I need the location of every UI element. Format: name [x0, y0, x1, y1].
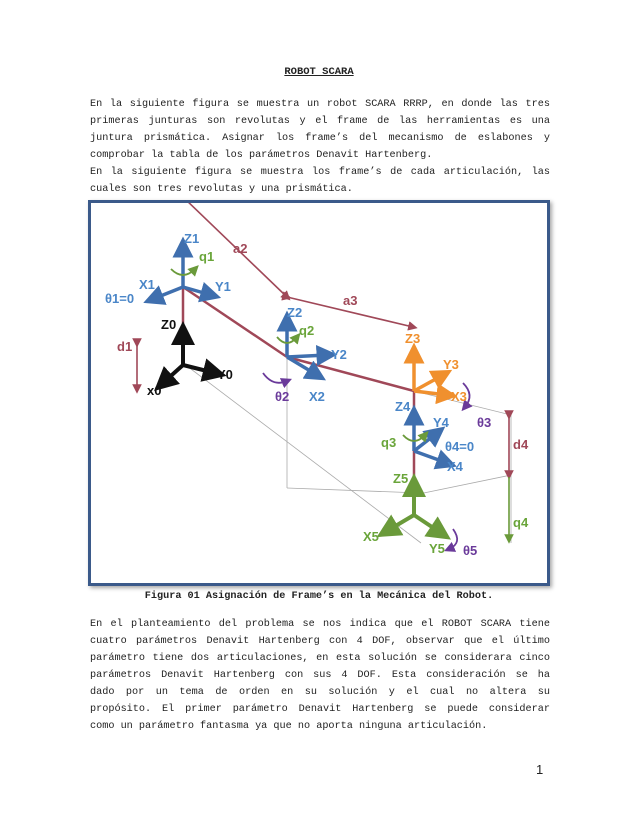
analysis-paragraph	[90, 616, 550, 735]
paragraph-line: juntura prismática. Asignar los frame’s del mecanismo de eslabones y	[90, 133, 550, 144]
label-x0: x0	[147, 383, 162, 398]
label-d1: d1	[117, 339, 133, 354]
paragraph-line: cuatro parámetros Denavit Hartenberg con 4 DOF, observar que el último	[90, 636, 550, 647]
label-x5: X5	[363, 529, 379, 544]
label-theta5: θ5	[463, 543, 478, 558]
paragraph-line: comprobar la tabla de los parámetros Denavit Hartenberg.	[90, 150, 433, 161]
label-y1: Y1	[215, 279, 231, 294]
label-theta4: θ4=0	[445, 439, 475, 454]
robot-links	[183, 287, 414, 513]
scara-frames-figure	[88, 200, 550, 586]
theta5-rotation-icon	[449, 529, 457, 549]
figure-intro-paragraph	[90, 164, 550, 198]
label-a2: a2	[233, 241, 248, 256]
label-q1: q1	[199, 249, 215, 264]
label-q3: q3	[381, 435, 397, 450]
label-z1: Z1	[184, 231, 200, 246]
page-title: ROBOT SCARA	[284, 66, 354, 78]
label-theta3: θ3	[477, 415, 492, 430]
label-z3: Z3	[405, 331, 421, 346]
label-x4: X4	[447, 459, 463, 474]
label-z2: Z2	[287, 305, 303, 320]
paragraph-line: como un parámetro fantasma ya que no aporta ninguna articulación.	[90, 721, 488, 732]
figure-caption: Figura 01 Asignación de Frame’s en la Mecánica del Robot.	[144, 591, 494, 602]
label-z0: Z0	[161, 317, 177, 332]
label-theta1: θ1=0	[105, 291, 135, 306]
scara-diagram	[91, 203, 547, 583]
label-x2: X2	[309, 389, 325, 404]
label-y5: Y5	[429, 541, 445, 556]
label-y0: Y0	[217, 367, 233, 382]
label-d4: d4	[513, 437, 529, 452]
paragraph-line: primeras junturas son revolutas y el frame de las herramientas es una	[90, 116, 550, 127]
intro-paragraph	[90, 96, 550, 164]
paragraph-line: parámetros Denavit Hartenberg con sus 4 DOF. Esta consideración se ha	[90, 670, 550, 681]
label-x1: X1	[139, 277, 155, 292]
paragraph-line: propósito. El primer parámetro Denavit Hartenberg se puede considerar	[90, 704, 550, 715]
guide-lines	[183, 285, 511, 543]
paragraph-line: cuales son tres revolutas y una prismática.	[90, 184, 353, 195]
label-z4: Z4	[395, 399, 411, 414]
paragraph-line: En la siguiente figura se muestra un robot SCARA RRRP, en donde las tres	[90, 99, 550, 110]
paragraph-line: dado por un tema de orden en su solución y el cual no altera su	[90, 687, 550, 698]
label-z5: Z5	[393, 471, 409, 486]
label-q2: q2	[299, 323, 315, 338]
label-y4: Y4	[433, 415, 449, 430]
label-x3: X3	[451, 389, 467, 404]
label-q4: q4	[513, 515, 529, 530]
paragraph-line: En la siguiente figura se muestra los frame’s de cada articulación, las	[90, 167, 550, 178]
label-theta2: θ2	[275, 389, 290, 404]
page-number: 1	[536, 762, 544, 777]
paragraph-line: En el planteamiento del problema se nos indica que el ROBOT SCARA tiene	[90, 619, 550, 630]
label-y2: Y2	[331, 347, 347, 362]
label-y3: Y3	[443, 357, 459, 372]
label-a3: a3	[343, 293, 358, 308]
theta2-rotation-icon	[263, 373, 287, 383]
frame-0	[163, 333, 215, 383]
paragraph-line: parámetro tiene dos articulaciones, en esta solución se considerara cinco	[90, 653, 550, 664]
